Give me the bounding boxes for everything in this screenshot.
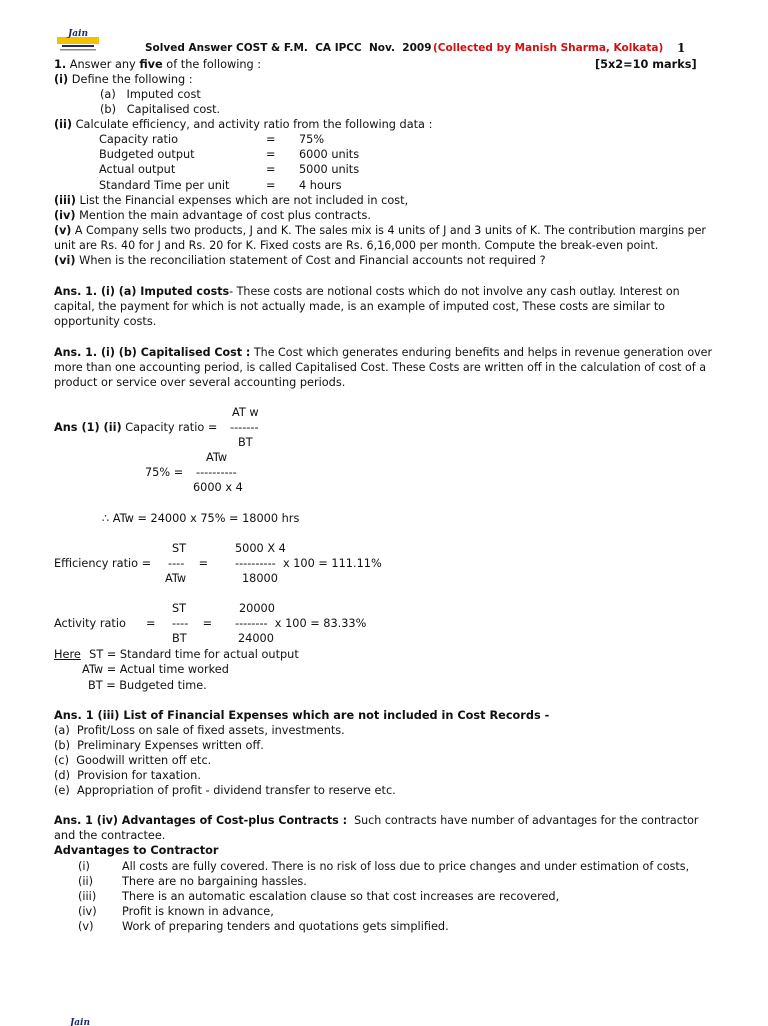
- answer-imputed-cost: Ans. 1. (i) (a) Imputed costs- These costs are notional costs which do not involve any cash outlay. Interest on: [54, 285, 680, 298]
- here-label: Here: [54, 648, 81, 661]
- answer-text: opportunity costs.: [54, 315, 157, 328]
- list-number: (iii): [78, 890, 97, 903]
- efficiency-ratio-label: Efficiency ratio =: [54, 557, 152, 570]
- question-intro: 1. Answer any five of the following :: [54, 58, 262, 71]
- advantages-heading: Advantages to Contractor: [54, 844, 219, 857]
- fraction-numerator: AT w: [232, 406, 259, 419]
- fraction-numerator: ATw: [206, 451, 228, 464]
- data-value: 5000 units: [299, 163, 360, 176]
- legend-atw: ATw = Actual time worked: [82, 663, 229, 676]
- question-iii: (iii) List the Financial expenses which are not included in cost,: [54, 194, 409, 207]
- list-item: Profit is known in advance,: [122, 905, 274, 918]
- question-i-b: (b) Capitalised cost.: [100, 103, 221, 116]
- collected-by: (Collected by Manish Sharma, Kolkata): [433, 42, 664, 54]
- fraction-denominator: 24000: [238, 632, 274, 645]
- marks: [5x2=10 marks]: [595, 58, 697, 71]
- jain-classes-logo-next-page: [60, 1014, 100, 1026]
- question-vi: (vi) When is the reconciliation statement of Cost and Financial accounts not required ?: [54, 254, 546, 267]
- data-eq: =: [266, 163, 276, 176]
- activity-eq: =: [146, 617, 156, 630]
- legend-st: ST = Standard time for actual output: [82, 648, 299, 661]
- activity-ratio-result: -------- x 100 = 83.33%: [235, 617, 367, 630]
- list-item: Work of preparing tenders and quotations gets simplified.: [122, 920, 449, 933]
- data-eq: =: [266, 179, 276, 192]
- efficiency-ratio-result: ---------- x 100 = 111.11%: [235, 557, 382, 570]
- fraction-numerator: 20000: [239, 602, 275, 615]
- fraction-numerator: 5000 X 4: [235, 542, 286, 555]
- data-value: 4 hours: [299, 179, 342, 192]
- question-i: (i) Define the following :: [54, 73, 193, 86]
- doc-title: Solved Answer COST & F.M. CA IPCC Nov. 2009: [145, 42, 432, 54]
- data-label: Actual output: [99, 163, 176, 176]
- list-number: (iv): [78, 905, 97, 918]
- list-item: (a) Profit/Loss on sale of fixed assets, investments.: [54, 724, 345, 737]
- fraction-numerator: ST: [172, 602, 187, 615]
- answer-capitalised-cost: Ans. 1. (i) (b) Capitalised Cost : The Cost which generates enduring benefits and helps in revenue generation over: [54, 346, 713, 359]
- list-item: (c) Goodwill written off etc.: [54, 754, 212, 767]
- fraction-denominator: 6000 x 4: [193, 481, 243, 494]
- fraction-denominator: BT: [172, 632, 187, 645]
- fraction-bar: ----------: [196, 466, 237, 479]
- list-item: There is an automatic escalation clause so that cost increases are recovered,: [122, 890, 560, 903]
- capacity-ratio-label: Ans (1) (ii) Capacity ratio =: [54, 421, 218, 434]
- fraction-bar: ---- =: [168, 557, 209, 570]
- list-number: (i): [78, 860, 90, 873]
- page-number: 1: [677, 41, 686, 55]
- data-eq: =: [266, 148, 276, 161]
- question-v: (v) A Company sells two products, J and K. The sales mix is 4 units of J and 3 units of K. The contribution margins per: [54, 224, 706, 237]
- answer-text: product or service over several accounting periods.: [54, 376, 346, 389]
- question-v-cont: unit are Rs. 40 for J and Rs. 20 for K. Fixed costs are Rs. 6,16,000 per month. Compute the break-even point.: [54, 239, 659, 252]
- fraction-bar: ---- =: [172, 617, 213, 630]
- data-label: Capacity ratio: [99, 133, 179, 146]
- list-number: (ii): [78, 875, 94, 888]
- data-label: Budgeted output: [99, 148, 195, 161]
- fraction-numerator: ST: [172, 542, 187, 555]
- question-i-a: (a) Imputed cost: [100, 88, 201, 101]
- list-item: (b) Preliminary Expenses written off.: [54, 739, 264, 752]
- list-item: All costs are fully covered. There is no risk of loss due to price changes and under estimation of costs,: [122, 860, 690, 873]
- list-item: (d) Provision for taxation.: [54, 769, 201, 782]
- question-iv: (iv) Mention the main advantage of cost plus contracts.: [54, 209, 371, 222]
- svg-text:Jain: Jain: [67, 29, 89, 39]
- activity-ratio-label: Activity ratio: [54, 617, 126, 630]
- atw-result: ∴ ATw = 24000 x 75% = 18000 hrs: [102, 512, 300, 525]
- answer-text: and the contractee.: [54, 829, 166, 842]
- legend-bt: BT = Budgeted time.: [88, 679, 207, 692]
- list-item: There are no bargaining hassles.: [122, 875, 307, 888]
- data-value: 75%: [299, 133, 325, 146]
- capacity-pct: 75% =: [145, 466, 184, 479]
- data-value: 6000 units: [299, 148, 360, 161]
- list-number: (v): [78, 920, 94, 933]
- answer-text: more than one accounting period, is called Capitalised Cost. These Costs are written off in the calculation of cost of a: [54, 361, 707, 374]
- data-label: Standard Time per unit: [99, 179, 230, 192]
- answer-text: capital, the payment for which is not actually made, is an example of imputed cost, These costs are similar to: [54, 300, 665, 313]
- svg-text:Jain: Jain: [69, 1018, 91, 1026]
- fraction-bar: -------: [230, 421, 259, 434]
- list-item: (e) Appropriation of profit - dividend transfer to reserve etc.: [54, 784, 396, 797]
- data-eq: =: [266, 133, 276, 146]
- fraction-denominator: ATw: [165, 572, 187, 585]
- fraction-denominator: 18000: [242, 572, 278, 585]
- answer-financial-expenses: Ans. 1 (iii) List of Financial Expenses which are not included in Cost Records -: [54, 709, 550, 722]
- fraction-denominator: BT: [238, 436, 253, 449]
- answer-cost-plus: Ans. 1 (iv) Advantages of Cost-plus Contracts : Such contracts have number of advantages for the contractor: [54, 814, 699, 827]
- jain-classes-logo: [56, 28, 100, 52]
- question-ii: (ii) Calculate efficiency, and activity ratio from the following data :: [54, 118, 433, 131]
